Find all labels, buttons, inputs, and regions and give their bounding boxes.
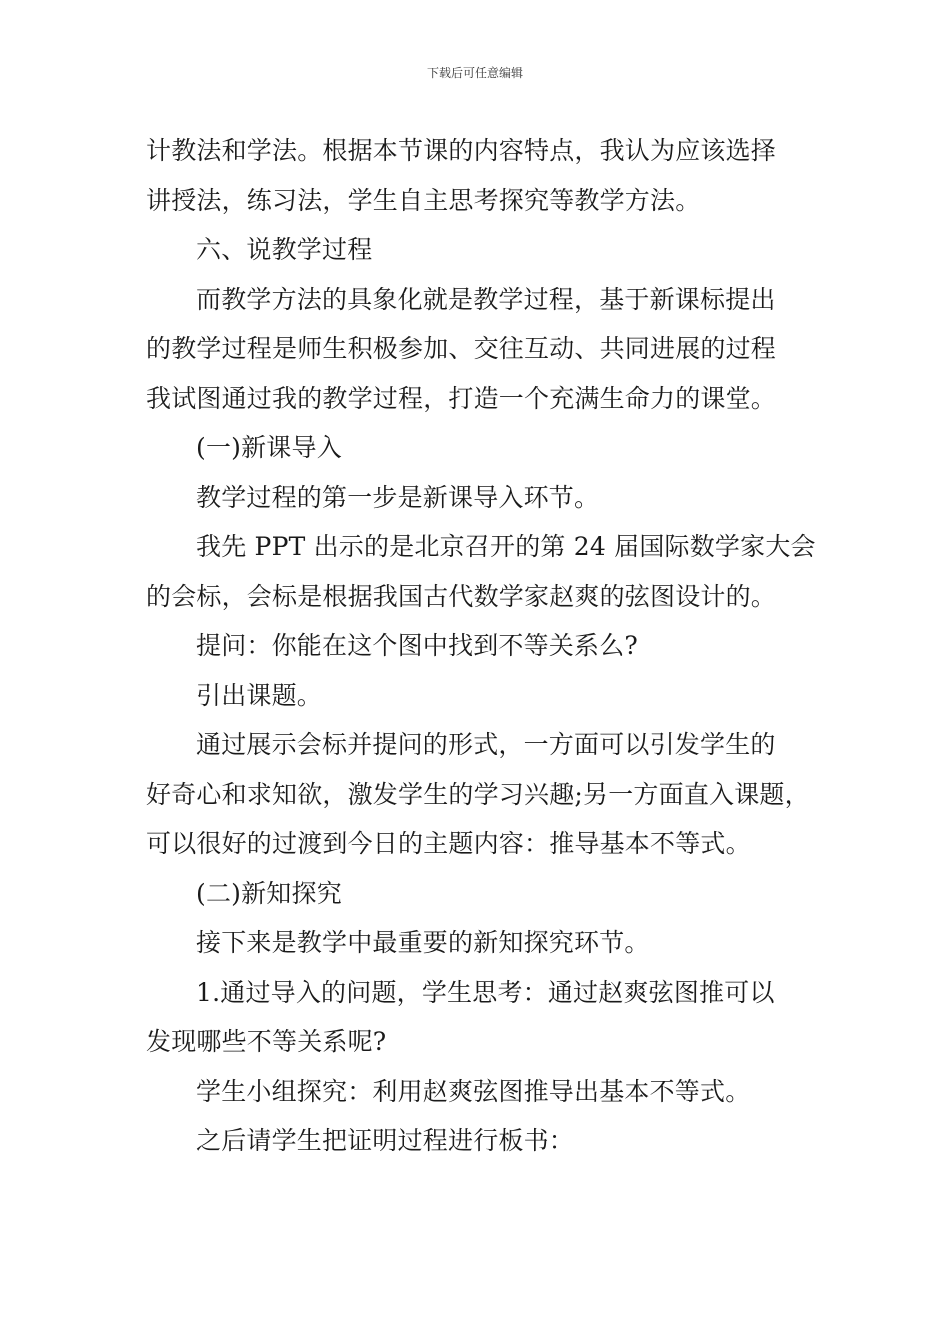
text-line: 提问：你能在这个图中找到不等关系么? [196, 631, 639, 660]
text-line: 计教法和学法。根据本节课的内容特点，我认为应该选择 [146, 136, 777, 165]
text-line: 好奇心和求知欲，激发学生的学习兴趣;另一方面直入课题， [146, 779, 810, 809]
text-line: 六、说教学过程 [196, 235, 373, 264]
text-line: 可以很好的过渡到今日的主题内容：推导基本不等式。 [146, 829, 751, 858]
text-line: 学生小组探究：利用赵爽弦图推导出基本不等式。 [196, 1076, 751, 1106]
text-line: 我试图通过我的教学过程，打造一个充满生命力的课堂。 [146, 383, 777, 413]
text-line: 的会标，会标是根据我国古代数学家赵爽的弦图设计的。 [146, 581, 777, 611]
page-header: 下载后可任意编辑 [426, 66, 523, 80]
text-line: 我先 PPT 出示的是北京召开的第 24 届国际数学家大会 [196, 532, 816, 561]
text-line: (一)新课导入 [196, 433, 342, 462]
text-line: 通过展示会标并提问的形式，一方面可以引发学生的 [196, 730, 776, 759]
text-line: 之后请学生把证明过程进行板书： [196, 1126, 575, 1155]
text-line: 引出课题。 [196, 680, 323, 710]
text-line: 发现哪些不等关系呢? [146, 1027, 387, 1056]
text-line: 1.通过导入的问题，学生思考：通过赵爽弦图推可以 [196, 977, 775, 1007]
text-line: 的教学过程是师生积极参加、交往互动、共同进展的过程 [146, 334, 777, 363]
text-line: 接下来是教学中最重要的新知探究环节。 [196, 928, 650, 957]
text-line: 教学过程的第一步是新课导入环节。 [196, 482, 600, 512]
text-line: 而教学方法的具象化就是教学过程，基于新课标提出 [196, 284, 776, 314]
body-text [146, 126, 816, 1166]
text-line: 讲授法，练习法，学生自主思考探究等教学方法。 [146, 185, 701, 215]
text-line: (二)新知探究 [196, 878, 342, 908]
